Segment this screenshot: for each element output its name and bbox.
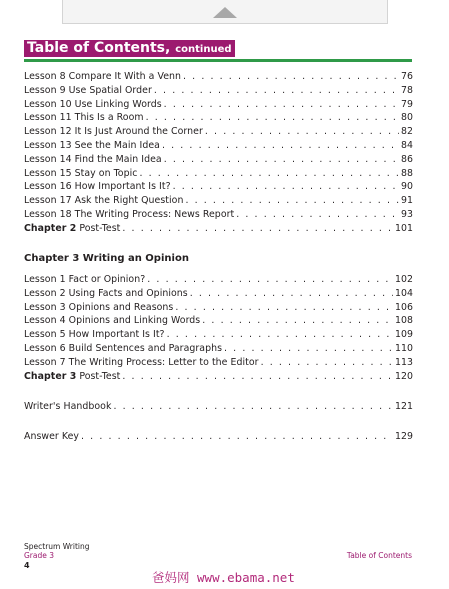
toc-entry-label: Lesson 17 Ask the Right Question (24, 195, 184, 207)
toc-entry[interactable] (24, 139, 413, 152)
toc-entry[interactable] (24, 84, 413, 97)
dot-leader (173, 180, 399, 193)
dot-leader (146, 111, 399, 124)
toc-entry-page: 120 (394, 370, 413, 382)
toc-entry[interactable] (24, 314, 413, 327)
toc-header (24, 40, 235, 57)
scroll-up-arrow-icon[interactable] (213, 7, 237, 18)
toc-entry-page: 106 (394, 301, 413, 313)
toc-entry-label: Lesson 12 It Is Just Around the Corner (24, 126, 203, 138)
footer-book-title: Spectrum Writing (24, 542, 90, 551)
toc-entry[interactable] (24, 70, 413, 83)
dot-leader (224, 342, 393, 355)
toc-entry-answer-key[interactable] (24, 430, 413, 443)
dot-leader (202, 314, 393, 327)
toc-entry-label: Lesson 1 Fact or Opinion? (24, 274, 146, 285)
toc-entry-label: Lesson 10 Use Linking Words (24, 98, 162, 110)
dot-leader (185, 194, 399, 207)
toc-entry[interactable] (24, 273, 413, 286)
toc-entry-label (24, 370, 120, 383)
footer-page-number: 4 (24, 561, 30, 570)
toc-entry-page: 88 (400, 167, 413, 179)
toc-entry-handbook[interactable] (24, 400, 413, 413)
toc-entry-label: Lesson 15 Stay on Topic (24, 167, 138, 179)
toc-entry-label: Lesson 16 How Important Is It? (24, 181, 171, 193)
toc-title: Table of Contents, (27, 40, 171, 56)
dot-leader (147, 273, 393, 286)
dot-leader (236, 208, 399, 221)
dot-leader (154, 84, 399, 97)
toc-entry-label-text: Post-Test (76, 222, 121, 234)
dot-leader (122, 222, 393, 235)
toc-entry-label: Lesson 11 This Is a Room (24, 112, 144, 124)
toc-entry-page: 79 (400, 98, 413, 110)
toc-continued-label: continued (175, 44, 232, 55)
dot-leader (162, 139, 399, 152)
toc-entry-label: Lesson 13 See the Main Idea (24, 140, 160, 151)
toc-entry-chapter-label: Chapter 3 (24, 370, 77, 382)
toc-entry[interactable] (24, 287, 413, 300)
toc-entry[interactable] (24, 342, 413, 355)
toc-entry-label: Lesson 6 Build Sentences and Paragraphs (24, 343, 223, 354)
header-rule (24, 59, 412, 62)
toc-entry-label: Lesson 5 How Important Is It? (24, 329, 165, 341)
dot-leader (164, 98, 399, 111)
watermark: 爸妈网 www.ebama.net (152, 570, 295, 585)
dot-leader (190, 287, 393, 300)
toc-entry[interactable] (24, 356, 413, 369)
toc-entry-label (24, 222, 120, 235)
toc-entry-label: Lesson 2 Using Facts and Opinions (24, 287, 188, 299)
toc-entry-label: Lesson 18 The Writing Process: News Report (24, 209, 235, 220)
footer-section: Table of Contents (346, 551, 412, 560)
dot-leader (164, 153, 399, 166)
toc-entry-page: 109 (394, 329, 413, 341)
toc-entry-label: Lesson 8 Compare It With a Venn (24, 71, 181, 82)
dot-leader (113, 400, 393, 413)
toc-entry-page: 78 (400, 84, 413, 96)
toc-entry[interactable] (24, 153, 413, 166)
toc-entry[interactable] (24, 328, 413, 341)
dot-leader (139, 167, 399, 180)
toc-entry[interactable] (24, 370, 413, 383)
toc-entry[interactable] (24, 125, 413, 138)
toc-entry-page: 104 (394, 287, 413, 299)
toc-entry-label: Lesson 7 The Writing Process: Letter to the Editor (24, 356, 259, 368)
toc-entry[interactable] (24, 301, 413, 314)
dot-leader (261, 356, 393, 369)
toc-entry-page: 84 (400, 140, 413, 151)
toc-entry[interactable] (24, 222, 413, 235)
toc-entry-page: 82 (400, 126, 413, 138)
toc-entry-page: 129 (394, 431, 413, 442)
dot-leader (175, 301, 393, 314)
toc-entry[interactable] (24, 208, 413, 221)
toc-entry-label: Writer's Handbook (24, 401, 112, 412)
toc-entry-page: 93 (400, 209, 413, 220)
toc-entry-page: 101 (394, 222, 413, 234)
page-nav-bar[interactable] (62, 0, 388, 24)
dot-leader (167, 328, 393, 341)
toc-entry-chapter-label: Chapter 2 (24, 222, 77, 234)
toc-entry[interactable] (24, 194, 413, 207)
toc-entry[interactable] (24, 98, 413, 111)
chapter-3-heading: Chapter 3 Writing an Opinion (24, 253, 189, 264)
toc-entry-label: Lesson 4 Opinions and Linking Words (24, 315, 201, 327)
toc-entry-label-text: Post-Test (76, 370, 121, 382)
dot-leader (81, 430, 393, 443)
toc-entry-page: 121 (394, 401, 413, 412)
toc-entry-label: Lesson 9 Use Spatial Order (24, 84, 152, 96)
toc-entry-label: Lesson 3 Opinions and Reasons (24, 301, 174, 313)
toc-entry-page: 76 (400, 71, 413, 82)
toc-entry-page: 108 (394, 315, 413, 327)
footer-grade: Grade 3 (24, 551, 55, 560)
toc-entry[interactable] (24, 167, 413, 180)
toc-entry-page: 113 (394, 356, 413, 368)
toc-entry-page: 91 (400, 195, 413, 207)
toc-entry-page: 90 (400, 181, 413, 193)
toc-entry[interactable] (24, 111, 413, 124)
toc-entry-page: 102 (394, 274, 413, 285)
toc-entry-page: 110 (394, 343, 413, 354)
dot-leader (205, 125, 399, 138)
toc-entry-label: Lesson 14 Find the Main Idea (24, 153, 162, 165)
toc-entry-label: Answer Key (24, 431, 80, 442)
dot-leader (183, 70, 399, 83)
toc-entry-page: 80 (400, 112, 413, 124)
toc-entry-page: 86 (400, 153, 413, 165)
dot-leader (122, 370, 393, 383)
toc-entry[interactable] (24, 180, 413, 193)
